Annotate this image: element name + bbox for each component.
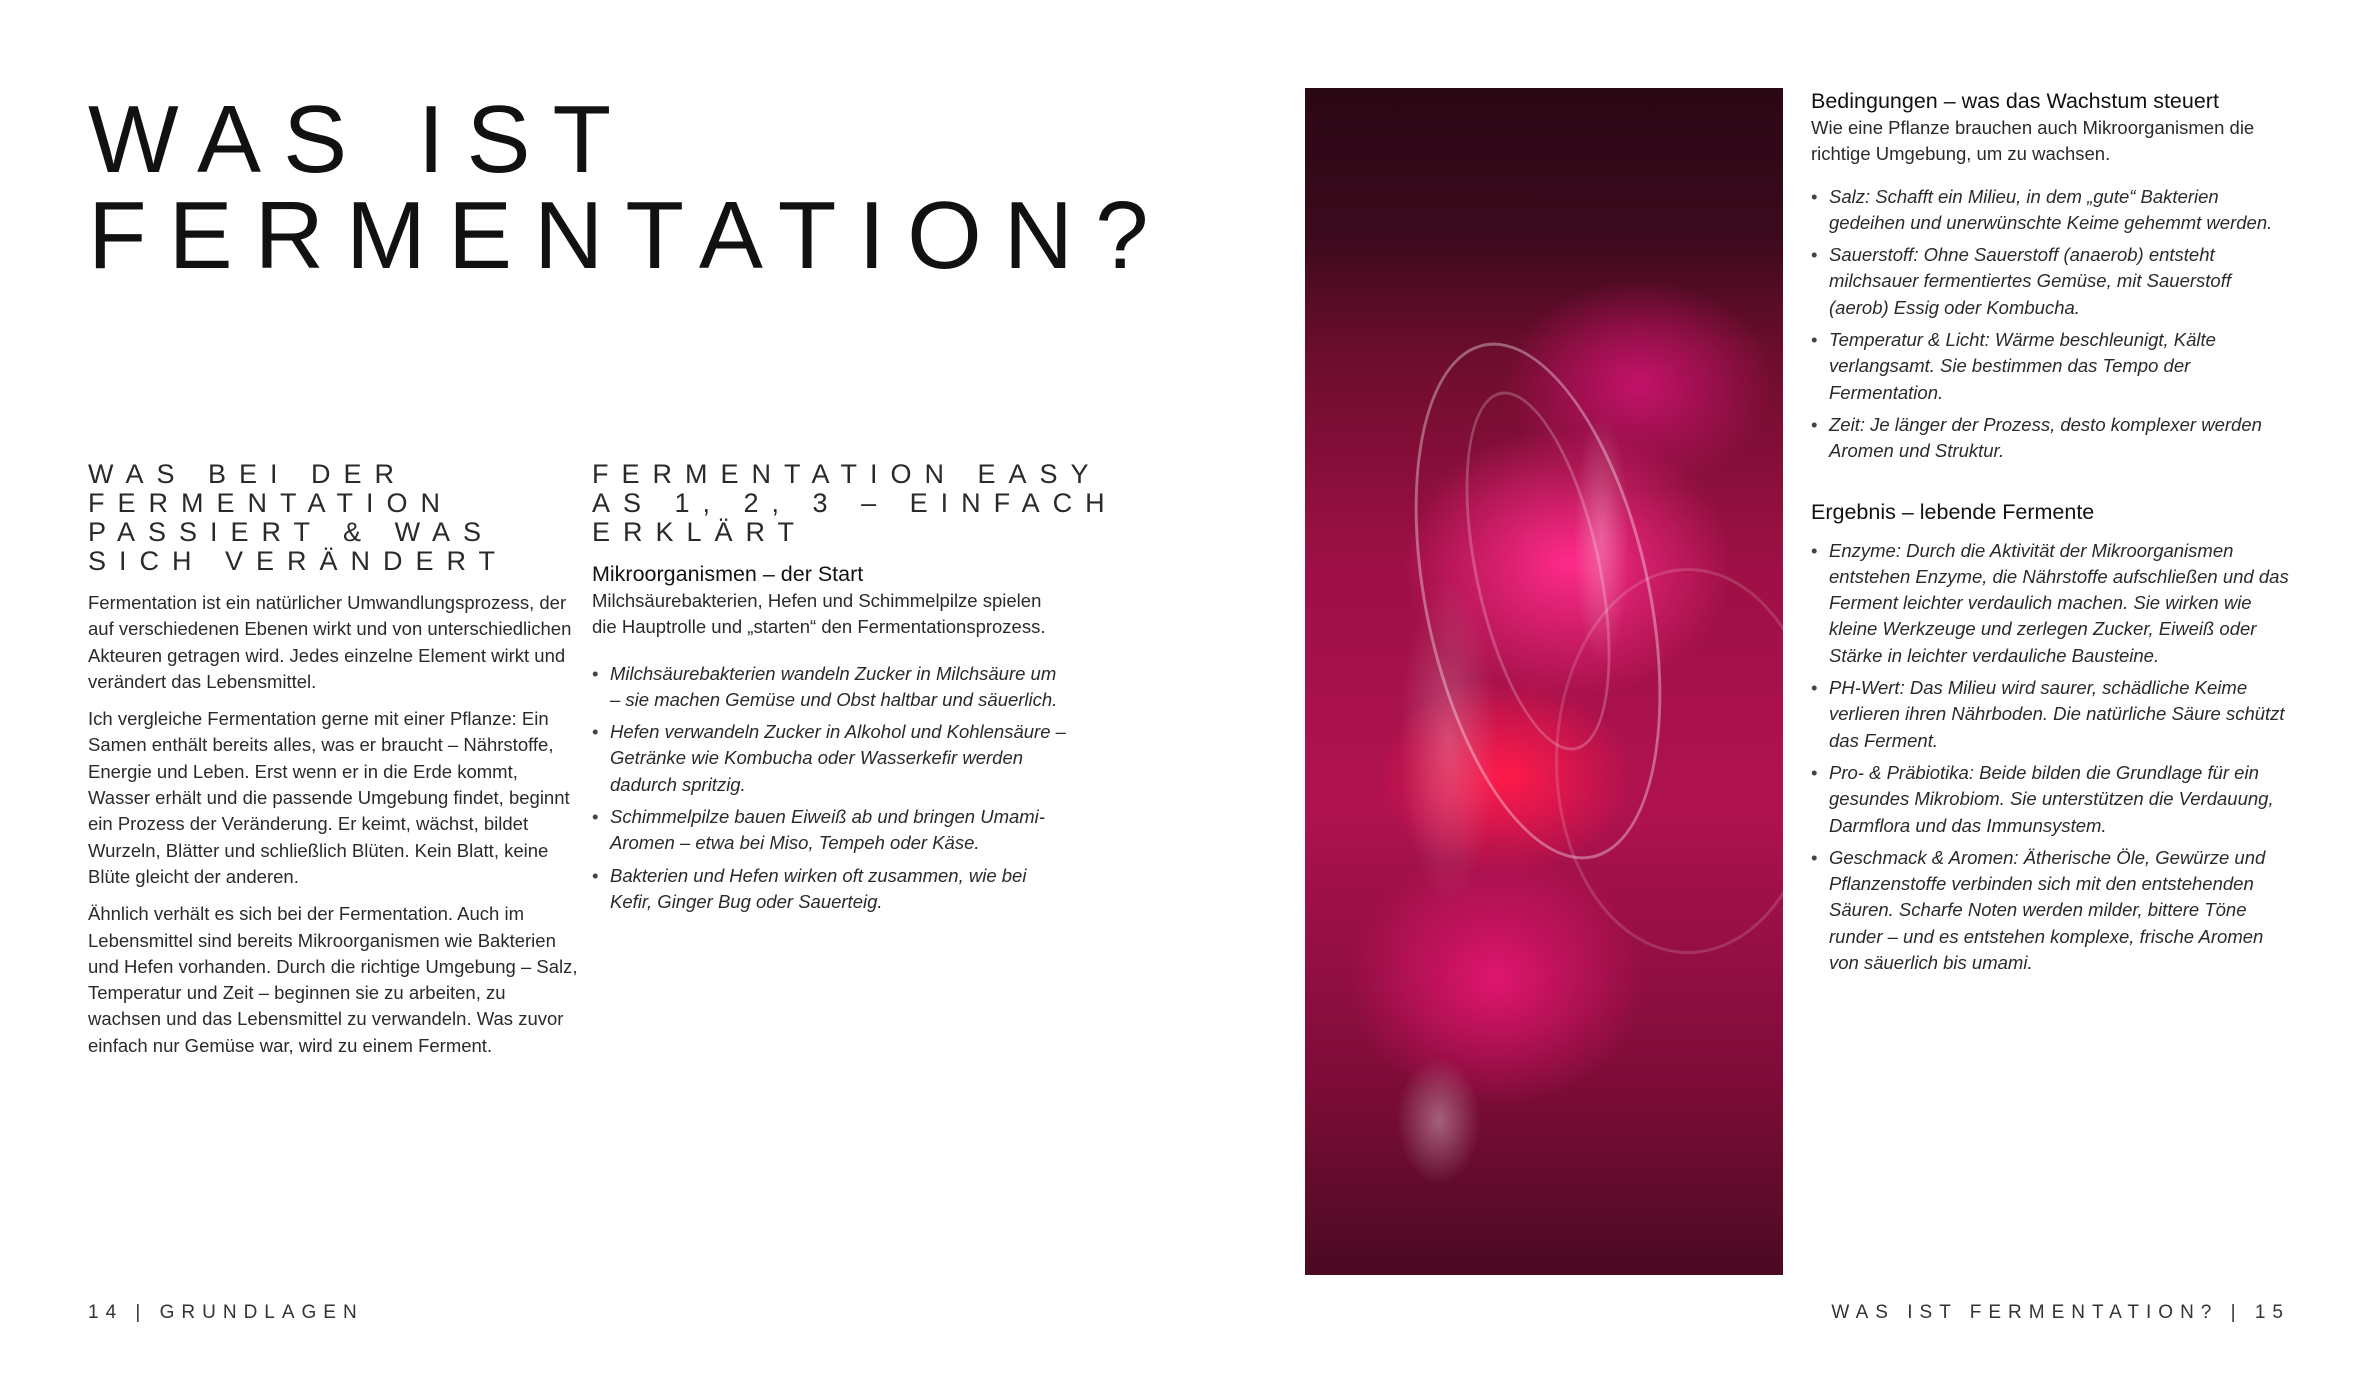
column-2-bullet-list: [592, 661, 1070, 916]
column-2-heading-line: FERMENTATION EASY: [592, 459, 1102, 489]
page-title: [88, 86, 1171, 289]
column-1-heading: [88, 460, 578, 576]
list-item: • Enzyme: Durch die Aktivität der Mikroorganismen entstehen Enzyme, die Nährstoffe aufschließen und das Ferment leichter verdaulich machen. Sie wirken wie kleine Werkzeuge und zerlegen Zucker, Eiweiß oder Stärke in leichter verdauliche Bausteine.: [1811, 538, 2291, 669]
paragraph: Fermentation ist ein natürlicher Umwandlungsprozess, der auf verschiedenen Ebenen wirkt und von unterschiedlichen Akteuren getragen wird. Jedes einzelne Element wirkt und verändert das Lebensmittel.: [88, 592, 572, 692]
page-title-line-2: FERMENTATION?: [88, 182, 1171, 289]
column-2-intro: Milchsäurebakterien, Hefen und Schimmelpilze spielen die Hauptrolle und „starten“ den Fermentationsprozess.: [592, 590, 1046, 638]
column-2: [592, 459, 1118, 921]
footer-left: 14 | GRUNDLAGEN: [88, 1302, 364, 1323]
footer-right: WAS IST FERMENTATION? | 15: [1831, 1302, 2290, 1323]
column-2-heading-line: AS 1, 2, 3 – EINFACH: [592, 488, 1118, 518]
list-item: • Sauerstoff: Ohne Sauerstoff (anaerob) entsteht milchsauer fermentiertes Gemüse, mit Sauerstoff (aerob) Essig oder Kombucha.: [1811, 242, 2291, 321]
column-1-heading-line: WAS BEI DER: [88, 459, 408, 489]
list-item: • Temperatur & Licht: Wärme beschleunigt, Kälte verlangsamt. Sie bestimmen das Tempo der Fermentation.: [1811, 327, 2291, 406]
list-item: • Pro- & Präbiotika: Beide bilden die Grundlage für ein gesundes Mikrobiom. Sie unterstützen die Verdauung, Darmflora und das Immunsystem.: [1811, 760, 2291, 839]
column-3: [1811, 88, 2291, 982]
paragraph: Ähnlich verhält es sich bei der Fermentation. Auch im Lebensmittel sind bereits Mikroorganismen wie Bakterien und Hefen vorhanden. Durch die richtige Umgebung – Salz, Temperatur und Zeit – beginnen sie zu arbeiten, zu wachsen und das Lebensmittel zu verwandeln. Was zuvor einfach nur Gemüse war, wird zu einem Ferment.: [88, 903, 578, 1056]
list-item: • Geschmack & Aromen: Ätherische Öle, Gewürze und Pflanzenstoffe verbinden sich mit den entstehenden Säuren. Scharfe Noten werden milder, bittere Töne runder – und es entstehen komplexe, frische Aromen von säuerlich bis umami.: [1811, 845, 2291, 976]
column-2-heading-line: ERKLÄRT: [592, 517, 808, 547]
list-item: • Hefen verwandeln Zucker in Alkohol und Kohlensäure – Getränke wie Kombucha oder Wasserkefir werden dadurch spritzig.: [592, 719, 1070, 798]
column-1-heading-line: FERMENTATION: [88, 488, 453, 518]
result-bullet-list: [1811, 538, 2291, 977]
column-1: [88, 460, 578, 1070]
conditions-heading: Bedingungen – was das Wachstum steuert: [1811, 89, 2219, 113]
page-title-line-1: WAS IST: [88, 86, 634, 193]
paragraph: Ich vergleiche Fermentation gerne mit einer Pflanze: Ein Samen enthält bereits alles, was er braucht – Nährstoffe, Energie und Leben. Erst wenn er in die Erde kommt, Wasser erhält und die passende Umgebung findet, beginnt ein Prozess der Veränderung. Er keimt, wächst, bildet Wurzeln, Blätter und schließlich Blüten. Kein Blatt, keine Blüte gleicht der anderen.: [88, 708, 570, 887]
column-2-heading: [592, 459, 1118, 547]
column-2-subheading: Mikroorganismen – der Start: [592, 562, 864, 586]
list-item: • PH-Wert: Das Milieu wird saurer, schädliche Keime verlieren ihren Nährboden. Die natürliche Säure schützt das Ferment.: [1811, 675, 2291, 754]
column-1-heading-line: SICH VERÄNDERT: [88, 546, 509, 576]
fermentation-photo: [1305, 88, 1783, 1275]
list-item: • Zeit: Je länger der Prozess, desto komplexer werden Aromen und Struktur.: [1811, 412, 2291, 465]
list-item: • Milchsäurebakterien wandeln Zucker in Milchsäure um – sie machen Gemüse und Obst haltbar und säuerlich.: [592, 661, 1070, 714]
column-1-body: [88, 590, 578, 1059]
list-item: • Salz: Schafft ein Milieu, in dem „gute“ Bakterien gedeihen und unerwünschte Keime gehemmt werden.: [1811, 184, 2291, 237]
result-heading: Ergebnis – lebende Fermente: [1811, 499, 2095, 524]
list-item: • Schimmelpilze bauen Eiweiß ab und bringen Umami-Aromen – etwa bei Miso, Tempeh oder Käse.: [592, 804, 1070, 857]
conditions-bullet-list: [1811, 184, 2291, 465]
conditions-intro: Wie eine Pflanze brauchen auch Mikroorganismen die richtige Umgebung, um zu wachsen.: [1811, 117, 2255, 165]
list-item: • Bakterien und Hefen wirken oft zusammen, wie bei Kefir, Ginger Bug oder Sauerteig.: [592, 863, 1070, 916]
column-1-heading-line: PASSIERT & WAS: [88, 517, 495, 547]
